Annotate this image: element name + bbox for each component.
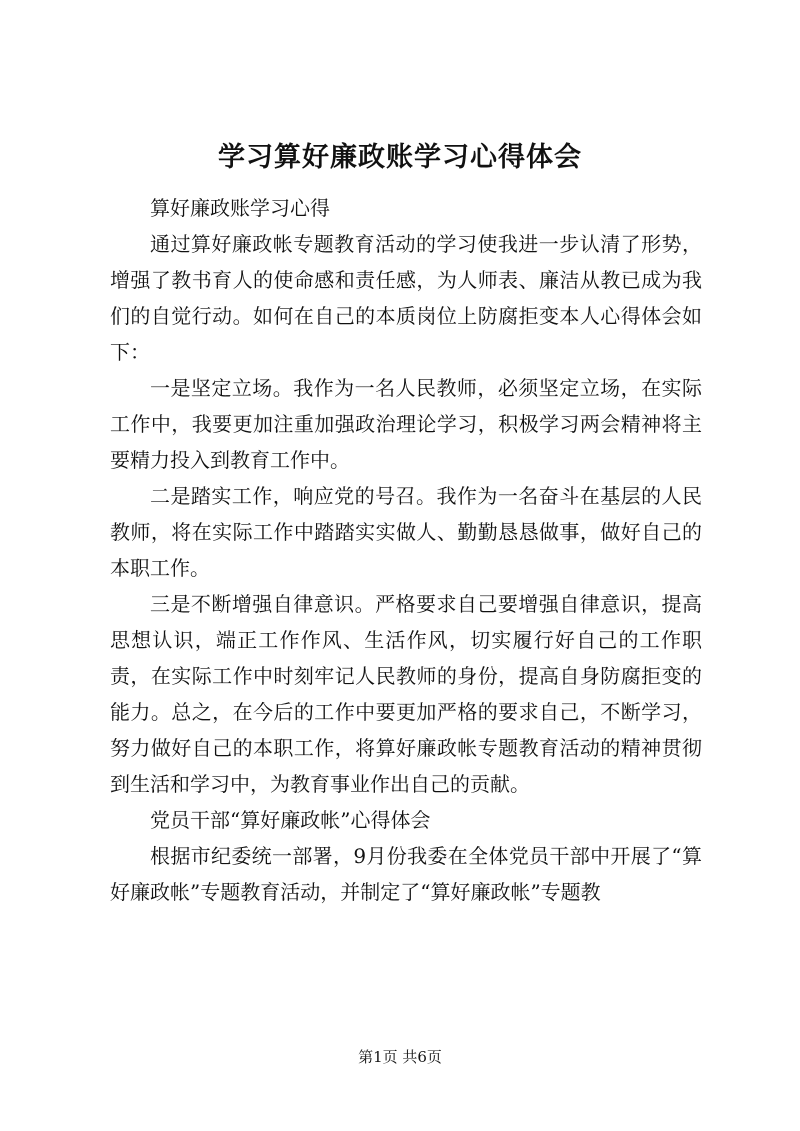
paragraph: 一是坚定立场。我作为一名人民教师，必须坚定立场，在实际工作中，我要更加注重加强政治理论学习，积极学习两会精神将主要精力投入到教育工作中。 bbox=[110, 376, 702, 472]
paragraph: 二是踏实工作，响应党的号召。我作为一名奋斗在基层的人民教师，将在实际工作中踏踏实实做人、勤勤恳恳做事，做好自己的本职工作。 bbox=[110, 484, 702, 580]
paragraph: 根据市纪委统一部署，9月份我委在全体党员干部中开展了“算好廉政帐”专题教育活动，并制定了“算好廉政帐”专题教 bbox=[110, 844, 702, 904]
section-heading: 算好廉政账学习心得 bbox=[150, 196, 330, 220]
document-title: 学习算好廉政账学习心得体会 bbox=[218, 142, 582, 173]
page-footer: 第1页 共6页 bbox=[358, 1048, 442, 1066]
section-heading: 党员干部“算好廉政帐”心得体会 bbox=[150, 808, 431, 832]
paragraph: 通过算好廉政帐专题教育活动的学习使我进一步认清了形势，增强了教书育人的使命感和责任感，为人师表、廉洁从教已成为我们的自觉行动。如何在自己的本质岗位上防腐拒变本人心得体会如下： bbox=[110, 232, 702, 364]
document-body bbox=[110, 190, 702, 910]
paragraph: 三是不断增强自律意识。严格要求自己要增强自律意识，提高思想认识，端正工作作风、生活作风，切实履行好自己的工作职责，在实际工作中时刻牢记人民教师的身份，提高自身防腐拒变的能力。总之，在今后的工作中要更加严格的要求自己，不断学习，努力做好自己的本职工作，将算好廉政帐专题教育活动的精神贯彻到生活和学习中，为教育事业作出自己的贡献。 bbox=[110, 592, 702, 796]
